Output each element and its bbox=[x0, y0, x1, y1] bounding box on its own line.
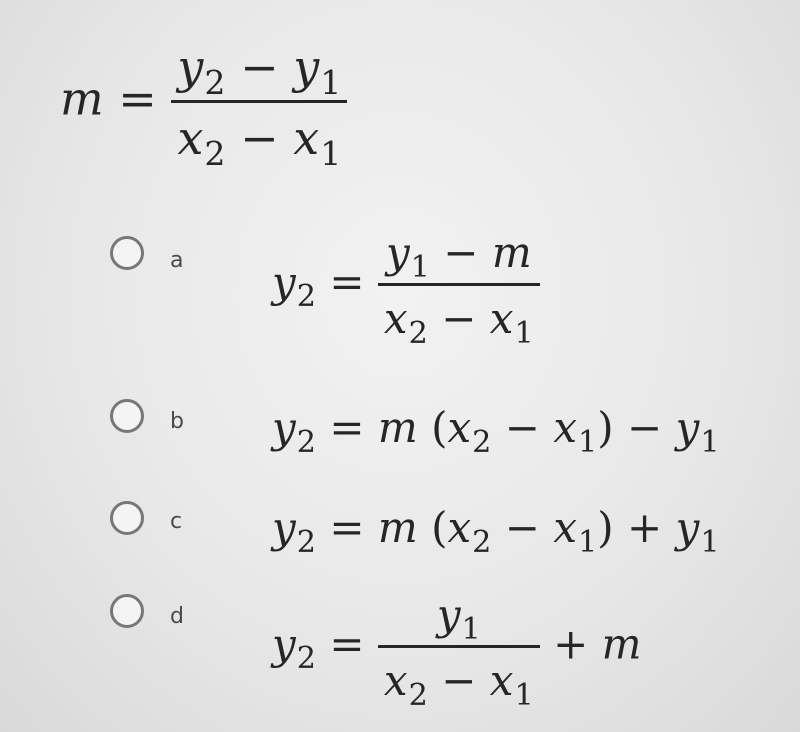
paren: ) bbox=[597, 403, 614, 452]
eq-var: x bbox=[447, 403, 472, 452]
eq-op: − bbox=[504, 403, 540, 452]
answer-option-a[interactable] bbox=[110, 228, 790, 351]
num-sub: 1 bbox=[410, 249, 430, 285]
eq-sub: 2 bbox=[472, 424, 492, 460]
eq-var: y bbox=[272, 257, 296, 307]
den-sub: 2 bbox=[408, 677, 428, 713]
den-var: x bbox=[489, 294, 514, 343]
option-numerator bbox=[431, 590, 487, 647]
eq-sub: 2 bbox=[296, 641, 316, 677]
den-var: x bbox=[489, 656, 514, 705]
eq-equals: = bbox=[329, 257, 365, 307]
eq-sub: 2 bbox=[296, 524, 316, 560]
option-equation bbox=[272, 590, 642, 713]
den-var: x bbox=[383, 656, 408, 705]
den-op: − bbox=[240, 111, 279, 165]
radio-button-a[interactable] bbox=[110, 236, 144, 270]
eq-var: y bbox=[272, 503, 296, 552]
eq-sub: 1 bbox=[578, 424, 598, 460]
eq-sub: 2 bbox=[296, 424, 316, 460]
eq-var: y bbox=[272, 403, 296, 452]
eq-equals: = bbox=[329, 503, 365, 552]
eq-sub: 1 bbox=[578, 524, 598, 560]
eq-op: − bbox=[627, 403, 663, 452]
eq-var: y bbox=[675, 503, 700, 552]
num-op: − bbox=[443, 228, 479, 277]
formula-numerator bbox=[171, 40, 347, 102]
formula-lhs: m bbox=[60, 71, 104, 126]
eq-equals: = bbox=[329, 619, 365, 669]
option-fraction bbox=[378, 590, 540, 713]
option-letter: d bbox=[170, 604, 184, 629]
radio-button-c[interactable] bbox=[110, 501, 144, 535]
option-letter: c bbox=[170, 509, 183, 534]
eq-op: − bbox=[504, 503, 540, 552]
den-var: x bbox=[293, 111, 320, 165]
num-var: m bbox=[491, 228, 532, 277]
eq-op: + bbox=[553, 619, 589, 669]
option-fraction bbox=[378, 228, 540, 351]
eq-var: m bbox=[601, 619, 642, 669]
option-equation bbox=[272, 503, 720, 560]
option-equation bbox=[272, 228, 540, 351]
eq-var: m bbox=[377, 503, 418, 552]
eq-var: x bbox=[553, 503, 578, 552]
fraction-bar bbox=[378, 645, 540, 648]
option-letter: a bbox=[170, 248, 184, 273]
num-sub: 1 bbox=[461, 611, 481, 647]
den-op: − bbox=[441, 294, 477, 343]
slope-formula bbox=[60, 40, 347, 173]
paren: ( bbox=[431, 403, 448, 452]
den-sub: 2 bbox=[408, 315, 428, 351]
paren: ) bbox=[597, 503, 614, 552]
den-sub: 1 bbox=[514, 315, 534, 351]
num-var: y bbox=[177, 40, 204, 94]
eq-sub: 2 bbox=[472, 524, 492, 560]
num-sub: 2 bbox=[204, 62, 226, 102]
den-op: − bbox=[441, 656, 477, 705]
paren: ( bbox=[431, 503, 448, 552]
eq-var: x bbox=[553, 403, 578, 452]
eq-equals: = bbox=[329, 403, 365, 452]
radio-button-d[interactable] bbox=[110, 594, 144, 628]
eq-var: m bbox=[377, 403, 418, 452]
radio-button-b[interactable] bbox=[110, 399, 144, 433]
answer-option-d[interactable] bbox=[110, 590, 790, 713]
num-var: y bbox=[436, 590, 461, 639]
eq-var: y bbox=[675, 403, 700, 452]
answer-option-c[interactable] bbox=[110, 497, 790, 587]
den-sub: 1 bbox=[320, 133, 342, 173]
answer-option-b[interactable] bbox=[110, 395, 790, 485]
eq-var: x bbox=[447, 503, 472, 552]
num-var: y bbox=[293, 40, 320, 94]
option-numerator bbox=[380, 228, 538, 285]
den-var: x bbox=[177, 111, 204, 165]
fraction-bar bbox=[378, 283, 540, 286]
num-var: y bbox=[385, 228, 410, 277]
den-sub: 1 bbox=[514, 677, 534, 713]
eq-op: + bbox=[627, 503, 663, 552]
eq-sub: 1 bbox=[700, 524, 720, 560]
eq-var: y bbox=[272, 619, 296, 669]
den-var: x bbox=[383, 294, 408, 343]
option-equation bbox=[272, 403, 720, 460]
option-letter: b bbox=[170, 409, 184, 434]
option-denominator bbox=[378, 294, 540, 351]
option-denominator bbox=[378, 656, 540, 713]
eq-sub: 2 bbox=[296, 279, 316, 315]
formula-fraction bbox=[171, 40, 347, 173]
num-sub: 1 bbox=[320, 62, 342, 102]
formula-equals: = bbox=[118, 71, 157, 126]
den-sub: 2 bbox=[204, 133, 226, 173]
num-op: − bbox=[240, 40, 279, 94]
eq-sub: 1 bbox=[700, 424, 720, 460]
formula-denominator bbox=[171, 111, 347, 173]
